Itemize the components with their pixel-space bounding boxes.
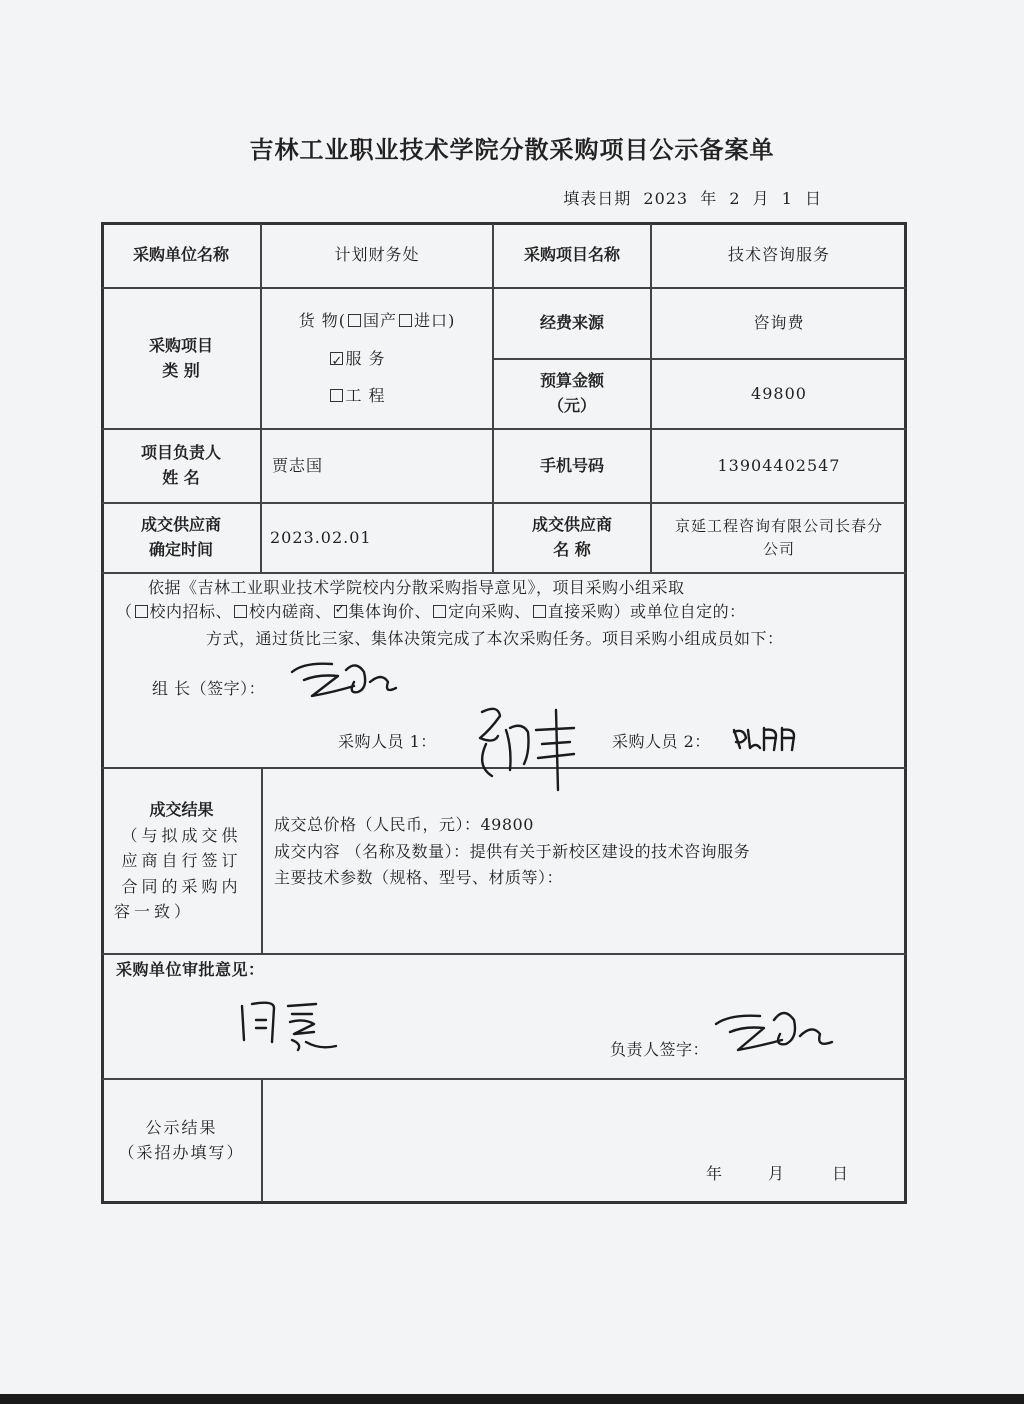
checkbox-checked xyxy=(330,352,343,365)
project-name-value: 技术咨询服务 xyxy=(727,245,830,265)
deal-price: 成交总价格（人民币，元）：49800 xyxy=(274,815,534,834)
project-leader-value: 贾志国 xyxy=(272,455,324,475)
buyer-1-label: 采购人员 1： xyxy=(338,732,437,751)
fund-source-value: 咨询费 xyxy=(753,313,805,333)
checkbox-unchecked xyxy=(234,605,247,618)
project-category-options xyxy=(262,289,492,428)
checkbox-unchecked xyxy=(533,605,546,618)
group-leader-signature xyxy=(284,652,404,708)
project-name-label: 采购项目名称 xyxy=(523,245,620,265)
fund-source-label: 经费来源 xyxy=(539,313,604,333)
deal-content: 成交内容 （名称及数量）：提供有关于新校区建设的技术咨询服务 xyxy=(274,842,751,861)
approval-label: 采购单位审批意见： xyxy=(116,960,265,979)
checkbox-unchecked xyxy=(433,605,446,618)
checkbox-unchecked xyxy=(135,605,148,618)
checkbox-unchecked xyxy=(399,314,412,327)
purchasing-unit-value: 计划财务处 xyxy=(334,245,420,265)
checkbox-unchecked xyxy=(348,314,361,327)
service-option: ✓服 务 xyxy=(328,340,385,378)
engineering-option: 工 程 xyxy=(328,377,385,415)
purchasing-unit-label: 采购单位名称 xyxy=(132,245,229,265)
publicity-year: 年 xyxy=(706,1164,723,1183)
budget-label: 预算金额 （元） xyxy=(539,371,604,415)
supplier-time-value: 2023.02.01 xyxy=(270,527,372,547)
phone-value: 13904402547 xyxy=(717,455,841,475)
checkbox-checked xyxy=(334,605,347,618)
fill-date: 填表日期 2023 年 2 月 1 日 xyxy=(563,189,822,208)
supplier-name-value: 京延工程咨询有限公司长春分 公司 xyxy=(674,516,883,558)
project-leader-label: 项目负责人 姓 名 xyxy=(140,443,221,487)
approver-sign-label: 负责人签字： xyxy=(610,1040,710,1059)
phone-label: 手机号码 xyxy=(539,455,604,475)
basis-line-3: 方式，通过货比三家、集体决策完成了本次采购任务。项目采购小组成员如下： xyxy=(206,629,784,648)
publicity-day: 日 xyxy=(832,1164,849,1183)
column-divider xyxy=(261,1078,263,1202)
supplier-time-label: 成交供应商 确定时间 xyxy=(140,515,221,559)
checkbox-unchecked xyxy=(330,389,343,402)
publicity-label: 公示结果 （采招办填写） xyxy=(118,1118,245,1162)
supplier-name-label: 成交供应商 名 称 xyxy=(531,515,612,559)
buyer-2-signature xyxy=(730,722,806,758)
goods-option: 货 物( 国产 进口) xyxy=(298,311,456,331)
result-label: 成交结果 （与拟成交供 应商自行签订 合同的采购内 容一致） xyxy=(114,800,242,922)
budget-value: 49800 xyxy=(751,383,807,403)
project-category-label: 采购项目 类 别 xyxy=(148,335,213,380)
publicity-month: 月 xyxy=(768,1164,785,1183)
scan-edge xyxy=(0,1394,1024,1404)
row-divider xyxy=(102,953,906,955)
basis-line-2: （ 校内招标、 校内磋商、✓ 集体询价、 定向采购、 直接采购）或单位自定的： xyxy=(116,600,746,624)
basis-line-1: 依据《吉林工业职业技术学院校内分散采购指导意见》，项目采购小组采取 xyxy=(148,578,685,597)
approver-signature xyxy=(708,996,838,1062)
column-divider xyxy=(261,767,263,953)
page-title: 吉林工业职业技术学院分散采购项目公示备案单 xyxy=(249,136,775,164)
buyer-1-signature xyxy=(470,700,580,792)
technical-params: 主要技术参数（规格、型号、材质等）： xyxy=(274,868,564,887)
buyer-2-label: 采购人员 2： xyxy=(612,732,711,751)
row-divider xyxy=(102,572,906,574)
group-leader-sign-label: 组 长（签字）： xyxy=(152,679,266,698)
approval-handwritten xyxy=(236,996,346,1052)
